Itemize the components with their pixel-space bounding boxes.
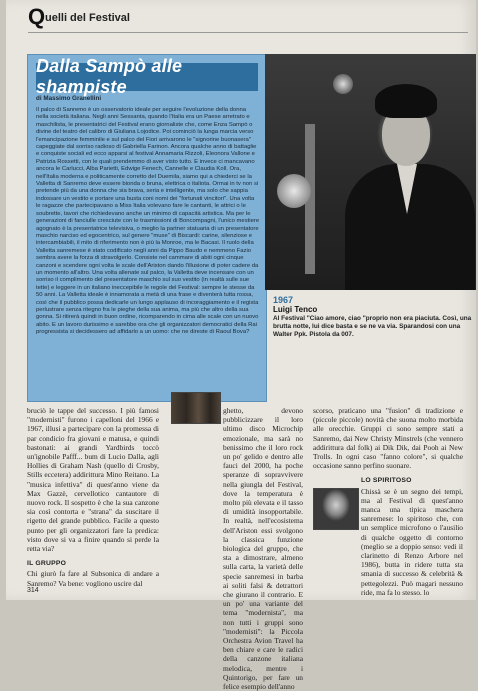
page-number: 314 (27, 587, 39, 594)
caption-year: 1967 (273, 295, 294, 305)
stage-light-small (333, 74, 353, 94)
article-byline: di Massimo Granellini (36, 95, 102, 102)
column-1-paragraph: bruciò le tappe del successo. I più famosi "modernisti" furono i capelloni del 1966 e 1967, illusi a partecipare con la promessa di par condicio fra giovani e matusa, e quindi bastonati: ai grandi Yardbirds toccò un'ignobile Pafff... bum di Lucio Dalla, agli Hollies di Graham Nash (quello di Crosby, Stills eccetera) addirittura Mino Reitano. La "musica infettiva" di quest'anno viene da Max Gazzè, cervellotico cantautore di nuovo rock. Il sospetto è che la sua canzone sia così contorta e "strana" da suscitare il rigetto del grande pubblico. Facile a questo punto per gli organizzatori fare la predica: visto dove si va a finire quando si perde la retta via? (27, 406, 159, 554)
caption-name: Luigi Tenco (273, 305, 318, 314)
article-box (27, 54, 267, 402)
section-initial: Q (28, 4, 46, 29)
section-title: uelli del Festival (45, 12, 130, 24)
column-2-paragraph: ghetto, devono pubblicizzare il loro ultimo disco Microchip emozionale, ma sarà no benissimo che il loro rock un po' gelido e dentro alle fauci del 2000, ha poche speranze di sopravvivere nella giungla del Festival, dove la temperatura è molto più elevata e il tasso di umidità insopportabile. In realtà, nell'ecosistema dell'Ariston essi svolgono la classica funzione biologica del gruppo, che sta a dimostrare, almeno sulla carta, la varietà delle specie sanremesi in barba ai soliti falsi & detrattori che giurano il contrario. E un po' una variante del tema "modernista", ma non tutti i gruppi sono "modernisti": la Piccola Orchestra Avion Travel ha ben chiare e care le radici della canzone italiana melodica, mentre i Quintorigo, per fare un felice esempio dell'anno (223, 406, 303, 691)
section-header (28, 4, 468, 29)
singer-photo (265, 54, 476, 290)
text-column-2 (171, 406, 303, 691)
text-column-1 (27, 406, 159, 588)
subheading-gruppo: IL GRUPPO (27, 560, 67, 568)
header-rule (28, 32, 468, 33)
stage-light (277, 174, 311, 208)
singer-hair (375, 84, 437, 118)
article-title-bar (36, 56, 258, 97)
column-3-paragraph: scorso, praticano una "fusion" di tradizione e (piccole piccole) novità che suona molto morbida alle orecchie. Gruppi ci sono sempre stati a Sanremo, dai New Christy Minstrels (che vennero addirittura dal folk) ai Dik Dik, dai Pooh ai New Trolls. In ogni caso "fanno colore", si qualche occasione sanno perfino suonare. (313, 406, 463, 471)
article-body: Il palco di Sanremo è un osservatorio ideale per seguire l'evoluzione della donna nella società italiana. Negli anni Sessanta, quando l'Italia era un Paese arretrato e maschilista, le presentatrici del Festival erano giornaliste che, come Enza Sampò o divine del teatro del calibro di Giuliana Lojodice. Poi cominciò la lunga marcia verso l'emancipazione femminile e sul palco del Fiori arrivarono le "signorine buonasera" capeggiate dal sorriso radioso di Gabriella Farinon. Ancora qualche anno di battaglie e conquiste sociali ed ecco apparsi al festival Annamaria Rizzoli, Eleonora Vallone e Patrizia Rossetti, con le quali prendemmo di aver visto tutto. E invece ci mancavano ancora le Carlucci, Alba Parietti, Edwige Fenech, Cannelle e Claudia Koll. Ora, nell'Italia moderna e politicamente corretto del Duemila, siamo qui a chiederci se la Valletta di Sanremo deve essere bionda o bruna, elettrica o italiota. Ormai in tv non si pretende più da una donna che sia brava, seria e intelligente, ma solo che sappia indossare un vestito e portare una busta coni nomi dei "fortunati vincitori". Una volta le ragazze che partecipavano a Miss Italia volevano fare le cantanti, le attrici o le soubrette, tavori che richiedevano anche un minimo di capacità artistica. Ma per le generazioni di fanciulle cresciute con le trasmissioni di Boncompagni, l'unico mestiere agognato è la presentatrice televisiva, o meglio la partner statuaria di un presentatore maschio narciso ed egocentrico, sul genere "muse" di Biscardi: carine, silenziose e intercambiabili, il mito di riferimento non è più la Monroe, ma le Bacasi. Il ruolo della Valletta sanremese è stato codificato negli anni da Pippo Baudo e nemmeno Fazio sembra avere la forza di stravolgerlo. Consiste nel cammare di abiti ogni cinque canzoni e scendere ogni volta le scale dell'Ariston dando l'illusione di poter cadere da un momento all'altro. Una volta allenate sul palco, la Valletta deve incensare con un sorriso il complimento del presentatore maschio sul suo vestito (in realtà sulle sue tette) e leggere in un italiano ineccepibile le regole del Festival: sempre le stesse da 50 anni. La Valletta ideale è innamorata a metà di una frase e diventerà tutta rossa, così che il pubblico possa dedicarle un lungo applauso di incoraggiamento e il regista perlustrare senza ritegno fra le pieghe della sua anima, ma più che altro della sua gonna. Si ritirerà quindi in buon ordine, ricomparendo in cima alle scale con un nuovo abito. E un lavoro durissimo e sarebbe ora che gli organizzatori democratici della Rai progressista si decidessero ad affidarlo a un uomo: che ne direste di Raoul Bova? (36, 107, 260, 336)
text-column-3 (313, 406, 463, 597)
caption-text: Al Festival "Ciao amore, ciao "proprio non era piaciuta. Così, una brutta notte, lui dice basta e se ne va via. Sparandosi con una Walter Ppk. Pistola da 007. (273, 315, 472, 338)
column-1-paragraph-2: Chi giurò fa fare al Subsonica di andare a Sanremo? Va bene: vogliono uscire dal (27, 569, 159, 588)
article-title: Dalla Sampò alle shampiste (36, 56, 183, 97)
subheading-spiritoso: LO SPIRITOSO (361, 477, 412, 485)
photo-caption (273, 296, 473, 339)
column-3-paragraph-2: Chissà se è un segno dei tempi, ma al Festival di quest'anno manca una tipica maschera sanremese: lo spiritoso che, con un semplice microfono o l'ausilio di qualche oggetto di contorno (meglio se a doppio senso: vedi il clarinetto di Renzo Arbore nel 1986), butta in ridere tutta sta smania di successo & celebrità & pettegolezzi. Può magari nessuno ride, ma fa lo stesso. lo (361, 486, 463, 597)
